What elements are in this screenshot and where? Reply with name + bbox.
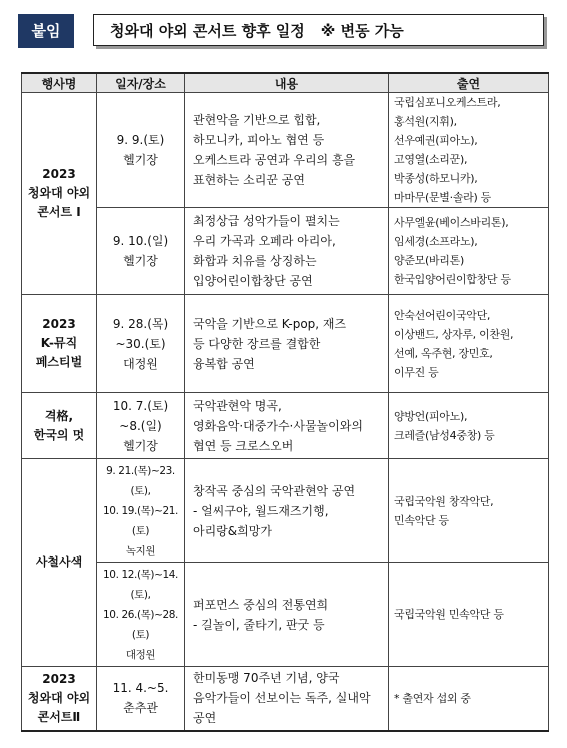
column-header-event: 행사명 xyxy=(22,73,97,93)
event-date: 9. 28.(목) ~30.(토) 대정원 xyxy=(97,295,185,393)
event-performers: 국립국악원 민속악단 등 xyxy=(389,563,549,667)
event-performers: * 출연자 섭외 중 xyxy=(389,667,549,731)
event-date: 9. 21.(목)~23.(토), 10. 19.(목)~21.(토) 녹지원 xyxy=(97,459,185,563)
event-name: 2023 청와대 야외 콘서트Ⅱ xyxy=(22,667,97,731)
change-note: ※ 변동 가능 xyxy=(320,22,404,40)
table-row xyxy=(22,667,549,731)
event-name: 사철사색 xyxy=(22,459,97,667)
schedule-table xyxy=(21,72,549,732)
event-content: 퍼포먼스 중심의 전통연희 - 길놀이, 줄타기, 판굿 등 xyxy=(185,563,389,667)
event-content: 창작곡 중심의 국악관현악 공연 - 얼씨구야, 월드재즈기행, 아리랑&희망가 xyxy=(185,459,389,563)
event-performers: 사무엘윤(베이스바리톤), 임세경(소프라노), 양준모(바리톤) 한국입양어린이합창단 등 xyxy=(389,208,549,295)
table-row xyxy=(22,563,549,667)
event-performers: 국립국악원 창작악단, 민속악단 등 xyxy=(389,459,549,563)
event-date: 10. 7.(토) ~8.(일) 헬기장 xyxy=(97,393,185,459)
event-content: 한미동맹 70주년 기념, 양국 음악가들이 선보이는 독주, 실내악 공연 xyxy=(185,667,389,731)
column-header-performers: 출연 xyxy=(389,73,549,93)
event-name: 2023 K-뮤직 페스티벌 xyxy=(22,295,97,393)
column-header-date: 일자/장소 xyxy=(97,73,185,93)
event-date: 9. 10.(일) 헬기장 xyxy=(97,208,185,295)
page-title: 청와대 야외 콘서트 향후 일정 xyxy=(110,22,305,40)
header xyxy=(18,14,548,50)
event-performers: 안숙선어린이국악단, 이상밴드, 상자루, 이찬원, 선예, 옥주현, 장민호, 이무진 등 xyxy=(389,295,549,393)
event-date: 10. 12.(목)~14.(토), 10. 26.(목)~28.(토) 대정원 xyxy=(97,563,185,667)
table-row xyxy=(22,93,549,208)
event-date: 9. 9.(토) 헬기장 xyxy=(97,93,185,208)
event-performers: 양방언(피아노), 크레즐(남성4중창) 등 xyxy=(389,393,549,459)
page-title-box xyxy=(93,14,544,46)
event-content: 국악을 기반으로 K-pop, 재즈 등 다양한 장르를 결합한 융복합 공연 xyxy=(185,295,389,393)
table-row xyxy=(22,459,549,563)
table-row xyxy=(22,208,549,295)
event-content: 관현악을 기반으로 힙합, 하모니카, 피아노 협연 등 오케스트라 공연과 우리의 흥을 표현하는 소리꾼 공연 xyxy=(185,93,389,208)
table-row xyxy=(22,393,549,459)
event-content: 국악관현악 명곡, 영화음악·대중가수·사물놀이와의 협연 등 크로스오버 xyxy=(185,393,389,459)
table-row xyxy=(22,295,549,393)
event-date: 11. 4.~5. 춘추관 xyxy=(97,667,185,731)
event-performers: 국립심포니오케스트라, 홍석원(지휘), 선우예권(피아노), 고영열(소리꾼), 박종성(하모니카), 마마무(문별·솔라) 등 xyxy=(389,93,549,208)
event-name: 2023 청와대 야외 콘서트 Ⅰ xyxy=(22,93,97,295)
attachment-badge: 붙임 xyxy=(18,14,74,48)
table-header-row xyxy=(22,73,549,93)
column-header-content: 내용 xyxy=(185,73,389,93)
event-content: 최정상급 성악가들이 펼치는 우리 가곡과 오페라 아리아, 화합과 치유를 상징하는 입양어린이합창단 공연 xyxy=(185,208,389,295)
event-name: 격格, 한국의 멋 xyxy=(22,393,97,459)
